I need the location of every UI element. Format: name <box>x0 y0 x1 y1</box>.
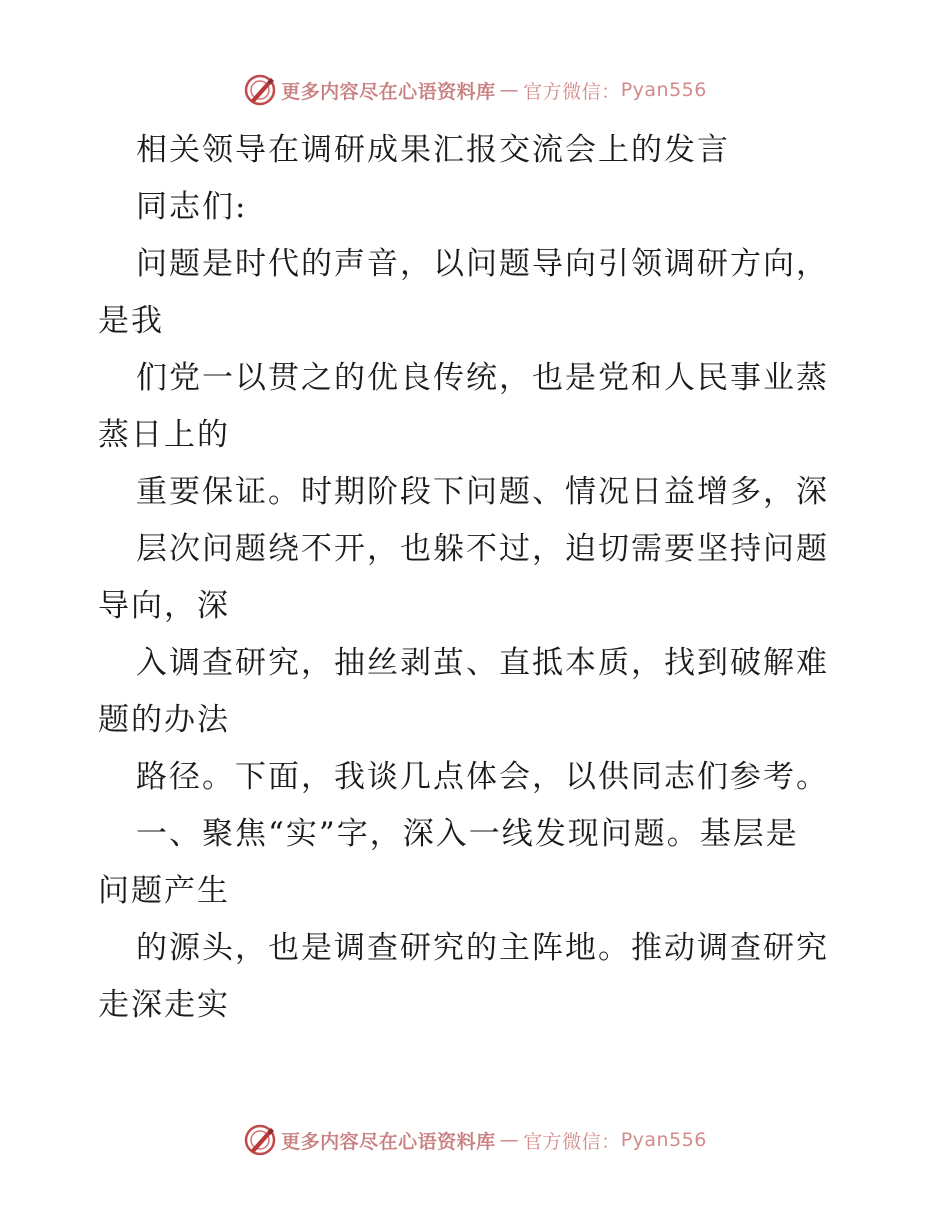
watermark-main-text: 更多内容尽在心语资料库 <box>281 80 496 103</box>
section-heading-line: 一、聚焦“实”字，深入一线发现问题。基层是 <box>136 816 799 852</box>
text-line: 的源头，也是调查研究的主阵地。推动调查研究 <box>136 930 829 966</box>
document-title: 相关领导在调研成果汇报交流会上的发言 <box>136 132 730 168</box>
text-line: 问题产生 <box>98 873 230 909</box>
header-watermark <box>0 70 950 110</box>
watermark-separator: — <box>499 1129 520 1151</box>
salutation: 同志们: <box>136 189 248 225</box>
text-line: 们党一以贯之的优良传统，也是党和人民事业蒸 <box>136 360 829 396</box>
pen-logo-icon <box>243 1123 277 1157</box>
watermark-handle: Pyan556 <box>620 1129 707 1151</box>
text-line: 是我 <box>98 303 164 339</box>
watermark-handle: Pyan556 <box>620 79 707 101</box>
watermark-sub-text: 官方微信： <box>523 1130 621 1153</box>
text-line: 重要保证。时期阶段下问题、情况日益增多，深 <box>136 474 829 510</box>
text-line: 走深走实 <box>98 987 230 1023</box>
text-line: 导向，深 <box>98 588 230 624</box>
text-line: 路径。下面，我谈几点体会，以供同志们参考。 <box>136 759 829 795</box>
watermark-main-text: 更多内容尽在心语资料库 <box>281 1130 496 1153</box>
watermark-separator: — <box>499 79 520 101</box>
footer-watermark <box>0 1120 950 1160</box>
text-line: 层次问题绕不开，也躲不过，迫切需要坚持问题 <box>136 531 829 567</box>
text-line: 题的办法 <box>98 702 230 738</box>
document-body <box>98 122 858 1034</box>
text-line: 问题是时代的声音，以问题导向引领调研方向， <box>136 246 829 282</box>
text-line: 蒸日上的 <box>98 417 230 453</box>
watermark-sub-text: 官方微信： <box>523 80 621 103</box>
pen-logo-icon <box>243 73 277 107</box>
text-line: 入调查研究，抽丝剥茧、直抵本质，找到破解难 <box>136 645 829 681</box>
